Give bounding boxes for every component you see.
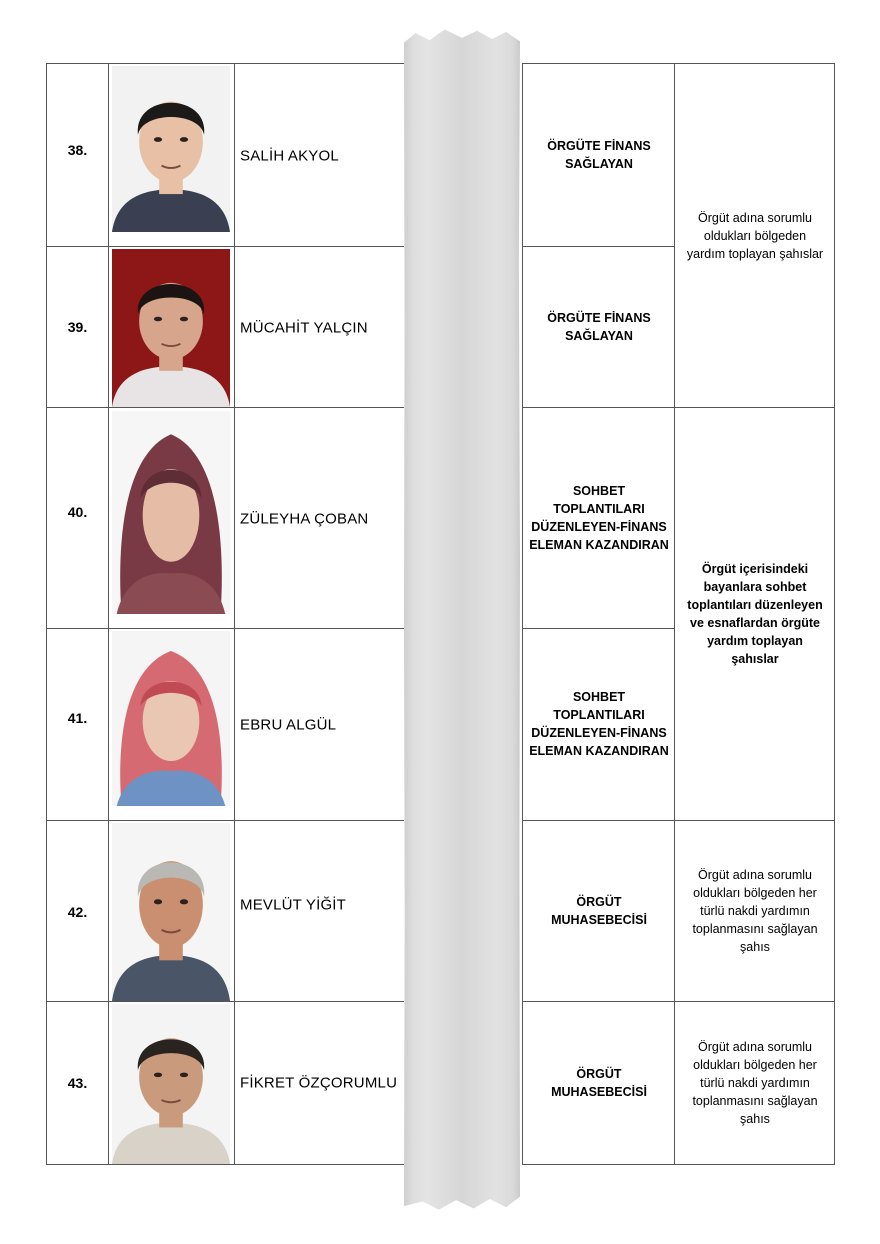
role-cell (524, 688, 674, 760)
person-name: MÜCAHİT YALÇIN (240, 319, 368, 337)
person-name: EBRU ALGÜL (240, 716, 337, 734)
column-divider (674, 63, 675, 1164)
description-line: yardım toplayan (707, 634, 803, 648)
role-line: SOHBET (572, 484, 626, 498)
description-line: türlü nakdi yardımın (700, 1076, 810, 1090)
row-divider (46, 1001, 404, 1002)
person-name: FİKRET ÖZÇORUMLU (240, 1074, 398, 1092)
role-line: DÜZENLEYEN-FİNANS (531, 520, 667, 534)
portrait-illustration (112, 631, 230, 806)
role-line: ÖRGÜTE FİNANS (547, 139, 651, 153)
row-divider (46, 407, 404, 408)
person-name: SALİH AKYOL (240, 147, 339, 165)
description-line: Örgüt içerisindeki (701, 562, 809, 576)
table-border-top-right (522, 63, 835, 64)
row-divider (522, 246, 674, 247)
portrait-illustration (112, 1004, 230, 1164)
role-line: ÖRGÜTE FİNANS (547, 311, 651, 325)
role-line: SAĞLAYAN (565, 157, 633, 171)
column-divider (234, 63, 235, 1164)
description-line: şahıslar (731, 652, 779, 666)
description-line: bayanlara sohbet (703, 580, 807, 594)
role-line: DÜZENLEYEN-FİNANS (531, 726, 667, 740)
description-line: oldukları bölgeden (703, 229, 807, 243)
role-line: ELEMAN KAZANDIRAN (529, 538, 669, 552)
row-number: 39. (67, 319, 88, 335)
role-line: ÖRGÜT (576, 895, 622, 909)
description-cell (676, 560, 834, 668)
description-line: toplantıları düzenleyen (687, 598, 823, 612)
role-line: MUHASEBECİSİ (551, 1085, 647, 1099)
description-line: oldukları bölgeden her (693, 886, 817, 900)
role-line: MUHASEBECİSİ (551, 913, 647, 927)
role-cell (524, 1065, 674, 1101)
role-line: SAĞLAYAN (565, 329, 633, 343)
role-line: SOHBET (572, 690, 626, 704)
description-line: ve esnaflardan örgüte (690, 616, 820, 630)
row-divider (46, 246, 404, 247)
description-line: şahıs (740, 940, 770, 954)
row-divider (522, 628, 674, 629)
person-name: MEVLÜT YİĞİT (240, 896, 347, 914)
portrait-photo-40 (112, 411, 230, 614)
row-number: 43. (67, 1075, 88, 1091)
portrait-photo-41 (112, 631, 230, 806)
table-border-bottom-right (522, 1164, 835, 1165)
role-cell (524, 482, 674, 554)
portrait-illustration (112, 66, 230, 232)
table-border-bottom (46, 1164, 404, 1165)
table-border-left (46, 63, 47, 1164)
row-divider (46, 820, 404, 821)
table-border-top (46, 63, 404, 64)
row-number: 42. (67, 904, 88, 920)
description-line: Örgüt adına sorumlu (698, 211, 812, 225)
description-line: türlü nakdi yardımın (700, 904, 810, 918)
row-number: 41. (67, 710, 88, 726)
row-number: 38. (67, 142, 88, 158)
description-line: oldukları bölgeden her (693, 1058, 817, 1072)
table-border-right (834, 63, 835, 1164)
description-line: toplanmasını sağlayan (692, 1094, 818, 1108)
description-cell (676, 209, 834, 263)
row-divider (522, 820, 835, 821)
description-line: şahıs (740, 1112, 770, 1126)
role-line: ELEMAN KAZANDIRAN (529, 744, 669, 758)
portrait-illustration (112, 411, 230, 614)
description-line: Örgüt adına sorumlu (698, 1040, 812, 1054)
description-line: Örgüt adına sorumlu (698, 868, 812, 882)
portrait-illustration (112, 249, 230, 407)
role-line: TOPLANTILARI (553, 502, 645, 516)
row-number: 40. (67, 504, 88, 520)
portrait-illustration (112, 823, 230, 1001)
description-line: yardım toplayan şahıslar (686, 247, 824, 261)
row-divider (522, 407, 835, 408)
portrait-photo-42 (112, 823, 230, 1001)
role-line: ÖRGÜT (576, 1067, 622, 1081)
column-divider (108, 63, 109, 1164)
role-cell (524, 893, 674, 929)
portrait-photo-43 (112, 1004, 230, 1164)
portrait-photo-39 (112, 249, 230, 407)
row-divider (46, 628, 404, 629)
description-line: toplanmasını sağlayan (692, 922, 818, 936)
row-divider (522, 1001, 835, 1002)
portrait-photo-38 (112, 66, 230, 232)
description-cell (676, 866, 834, 956)
role-line: TOPLANTILARI (553, 708, 645, 722)
redaction-strip (404, 26, 520, 1212)
description-cell (676, 1038, 834, 1128)
role-cell (524, 309, 674, 345)
role-cell (524, 137, 674, 173)
column-divider (522, 63, 523, 1164)
person-name: ZÜLEYHA ÇOBAN (240, 510, 369, 528)
